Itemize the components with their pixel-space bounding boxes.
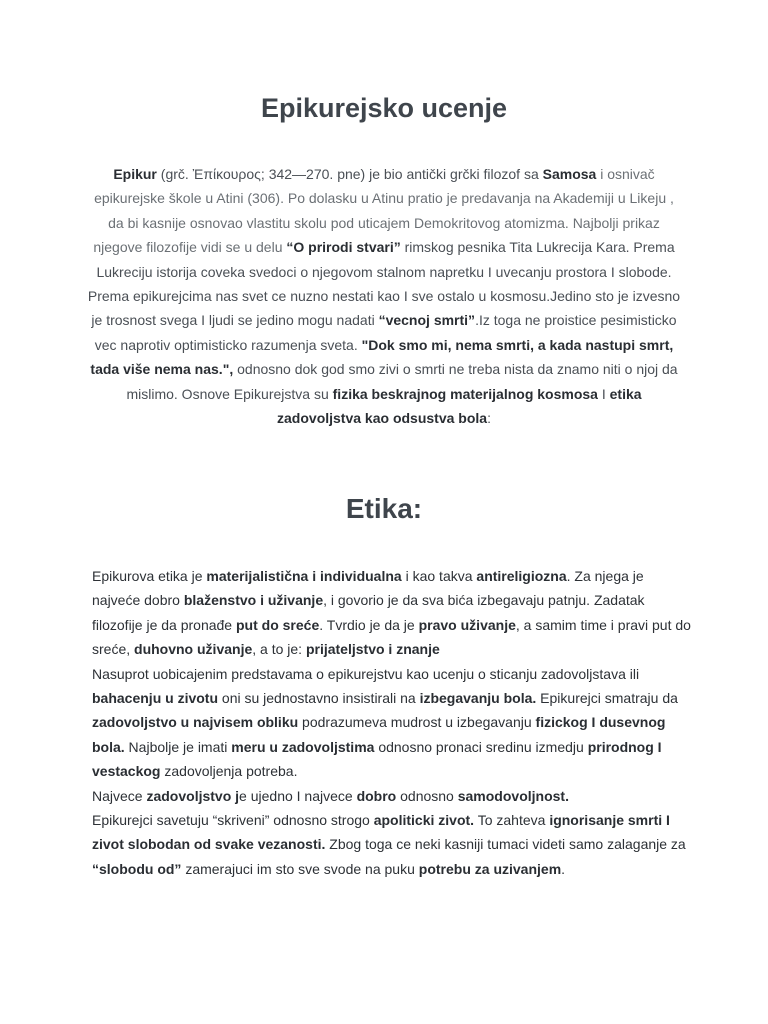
text: zamerajuci im sto sve svode na puku (181, 860, 419, 877)
bold-quote: "Dok smo mi, nema smrti, a kada nastupi smrt, tada više nema nas.", (90, 336, 674, 378)
bold-vecnoj-smrti: “vecnoj smrti” (378, 312, 476, 329)
etika-paragraph-3 (92, 784, 692, 808)
intro-text-6: odnosno dok god smo zivi o smrti ne treba nista da znamo niti o njoj da mislimo. Osnove Epikurejstva su (126, 361, 678, 402)
page-title: Epikurejsko ucenje (260, 93, 508, 123)
text: i kao takva (401, 568, 477, 584)
text: , a to je: (252, 641, 306, 658)
text: Epikurejci savetuju (92, 812, 213, 829)
bold-text: fizickog I dusevnog bola. (92, 714, 666, 755)
intro-text-1: (grč. Ἐπίκουρος; 342—270. pne) je bio antički grčki filozof sa (156, 166, 543, 182)
bold-text: meru u zadovoljstima (231, 738, 375, 755)
bold-text: blaženstvo i uživanje (183, 592, 324, 609)
text: e ujedno I najvece (239, 787, 357, 804)
etika-body (92, 564, 692, 881)
bold-text: bahacenju u zivotu (92, 690, 219, 707)
text: , a samim time i pravi put do sreće, (92, 616, 691, 658)
bold-fizika: fizika beskrajnog materijalnog kosmosa (332, 385, 598, 402)
text: Najvece (92, 787, 147, 804)
intro-text-2: i osnivač epikurejske škole u Atini (306). (94, 166, 655, 207)
bold-etika-zadovoljstva: etika zadovoljstva kao odsustva bola (277, 385, 642, 427)
bold-text: samodovoljnost. (457, 787, 569, 804)
bold-text: antireligiozna (476, 568, 567, 584)
bold-samosa: Samosa (542, 166, 597, 182)
bold-text: izbegavanju bola. (419, 690, 537, 707)
intro-paragraph (86, 162, 682, 430)
text: zadovoljenja potreba. (160, 763, 298, 780)
text: odnosno (396, 787, 458, 804)
text: Epikurova etika je (92, 568, 207, 584)
text: Zbog toga ce neki kasniji tumaci videti samo zalaganje za (325, 836, 686, 853)
bold-text: prirodnog I vestackog (92, 738, 662, 780)
bold-o-prirodi-stvari: “O prirodi stvari” (286, 239, 401, 256)
text: , i govorio je da sva bića izbegavaju patnju. Zadatak filozofije je da pronađe (92, 592, 645, 633)
section-title-etika: Etika: (345, 493, 423, 524)
text: To zahteva (474, 812, 550, 829)
intro-text-8: : (487, 410, 491, 427)
text: podrazumeva mudrost u izbegavanju (298, 714, 536, 731)
text: Epikurejci smatraju da (536, 690, 678, 707)
bold-text: zadovoljstvo j (146, 787, 240, 804)
intro-text-5: .Iz toga ne proistice pesimisticko vec naprotiv optimisticko razumenja sveta. (94, 312, 677, 353)
bold-text: materijalistična i individualna (206, 568, 402, 584)
text: odnosno strogo (269, 812, 374, 829)
text: Nasuprot uobicajenim predstavama o epikurejstvu kao ucenju o sticanju zadovoljstava ili (92, 665, 640, 682)
etika-paragraph-4 (92, 808, 692, 881)
text: . Tvrdio je da je (319, 616, 419, 633)
bold-text: pravo uživanje (418, 616, 516, 633)
intro-text-4: rimskog pesnika Tita Lukrecija Kara. Prema Lukreciju istorija coveka svedoci o njegovom stalnom napretku I uvecanju prostora I slobode. Prema epikurejcima nas svet ce nuzno nestati kao I sve ostalo u kosmosu.Jedino sto je izvesno je trosnost svega I ljudi se jedino mogu nadati (87, 239, 681, 329)
intro-text-7: I (597, 385, 610, 402)
text: Najbolje je imati (124, 738, 232, 755)
bold-text: “slobodu od” (92, 860, 182, 877)
bold-text: ignorisanje smrti I zivot slobodan od svake vezanosti. (92, 812, 670, 853)
quoted-text: “skriveni” (212, 812, 270, 829)
text: oni su jednostavno insistirali na (218, 690, 420, 707)
bold-text: zadovoljstvo u najvisem obliku (92, 714, 299, 731)
etika-paragraph-2 (92, 662, 692, 784)
bold-text: prijateljstvo i znanje (305, 641, 440, 658)
etika-paragraph-1 (92, 564, 692, 662)
bold-epikur: Epikur (113, 166, 157, 182)
bold-text: duhovno uživanje (134, 641, 253, 658)
text: odnosno pronaci sredinu izmedju (374, 738, 588, 755)
bold-text: apoliticki zivot. (373, 812, 475, 829)
intro-text-3: Po dolasku u Atinu pratio je predavanja na Akademiji u Likeju , da bi kasnije osnovao vlastitu skolu pod uticajem Demokritovog atomizma. Najbolji prikaz njegove filozofije vidi se u delu (93, 190, 674, 256)
bold-text: put do sreće (236, 616, 320, 633)
text: . Za njega je najveće dobro (92, 568, 644, 609)
bold-text: dobro (356, 787, 397, 804)
text: . (561, 860, 566, 877)
bold-text: potrebu za uzivanjem (418, 860, 562, 877)
